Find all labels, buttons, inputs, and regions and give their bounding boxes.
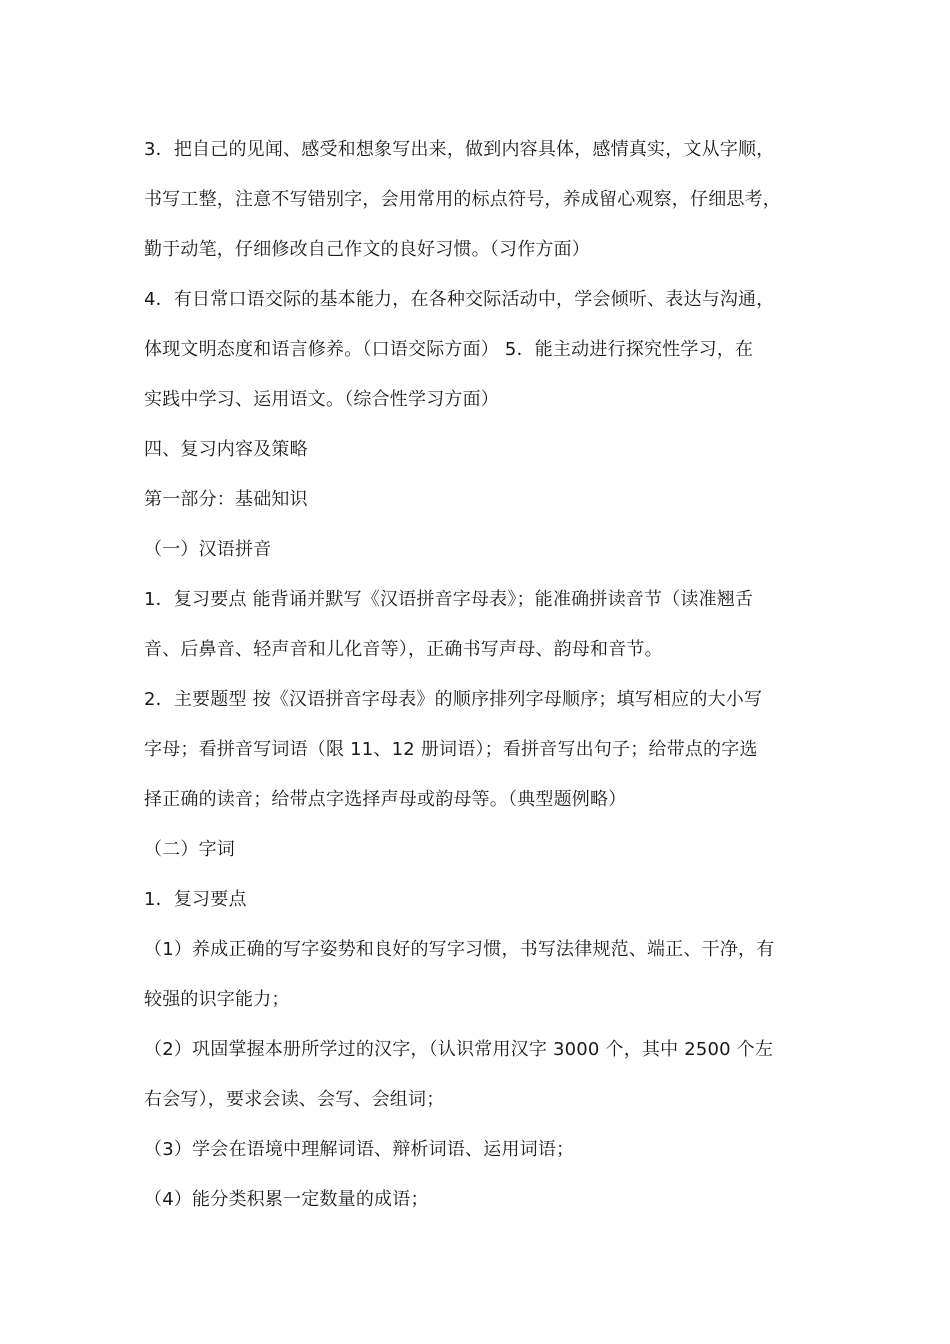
text-line: 1．复习要点 能背诵并默写《汉语拼音字母表》；能准确拼读音节（读准翘舌: [144, 589, 754, 610]
text-line: （1）养成正确的写字姿势和良好的写字习惯，书写法律规范、端正、干净，有: [144, 939, 775, 960]
text-line: 勤于动笔，仔细修改自己作文的良好习惯。（习作方面）: [144, 239, 590, 260]
text-line: 音、后鼻音、轻声音和儿化音等），正确书写声母、韵母和音节。: [144, 639, 663, 660]
text-line: 字母；看拼音写词语（限 11、12 册词语）；看拼音写出句子；给带点的字选: [144, 739, 758, 760]
text-line: 书写工整，注意不写错别字，会用常用的标点符号，养成留心观察，仔细思考，: [144, 189, 781, 210]
text-line: 体现文明态度和语言修养。（口语交际方面） 5．能主动进行探究性学习，在: [144, 339, 754, 360]
section-heading: 四、复习内容及策略: [144, 439, 308, 460]
text-line: 1．复习要点: [144, 889, 247, 910]
text-line: 3．把自己的见闻、感受和想象写出来，做到内容具体，感情真实，文从字顺，: [144, 139, 775, 160]
text-line: 实践中学习、运用语文。（综合性学习方面）: [144, 389, 499, 410]
part-heading: 第一部分：基础知识: [144, 489, 308, 510]
text-line: （2）巩固掌握本册所学过的汉字，（认识常用汉字 3000 个，其中 2500 个左: [144, 1039, 774, 1060]
subsection-heading: （二）字词: [144, 839, 235, 860]
text-line: （3）学会在语境中理解词语、辩析词语、运用词语；: [144, 1139, 575, 1160]
text-line: 择正确的读音；给带点字选择声母或韵母等。（典型题例略）: [144, 789, 627, 810]
text-line: 4．有日常口语交际的基本能力，在各种交际活动中，学会倾听、表达与沟通，: [144, 289, 775, 310]
text-line: （4）能分类积累一定数量的成语；: [144, 1189, 429, 1210]
text-line: 右会写），要求会读、会写、会组词；: [144, 1089, 445, 1110]
text-line: 较强的识字能力；: [144, 989, 290, 1010]
text-line: 2．主要题型 按《汉语拼音字母表》的顺序排列字母顺序；填写相应的大小写: [144, 689, 763, 710]
subsection-heading: （一）汉语拼音: [144, 539, 272, 560]
